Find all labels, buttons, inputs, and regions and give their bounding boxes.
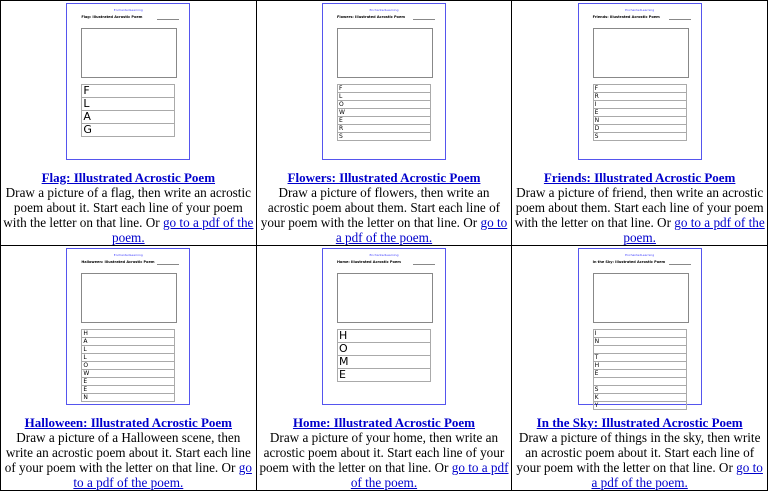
thumb-site-logo: EnchantedLearning [369, 253, 399, 257]
thumb-line: L [337, 93, 431, 101]
thumb-site-logo: EnchantedLearning [113, 8, 143, 12]
thumb-line: G [81, 124, 175, 137]
poem-title-link[interactable]: Home: Illustrated Acrostic Poem [292, 415, 476, 430]
thumb-line: L [81, 98, 175, 111]
thumb-line: K [593, 394, 687, 402]
poem-title-link[interactable]: In the Sky: Illustrated Acrostic Poem [536, 415, 743, 430]
thumb-line: W [81, 370, 175, 378]
thumb-line: A [81, 111, 175, 124]
poem-thumbnail[interactable] [322, 248, 446, 405]
thumb-line: D [593, 125, 687, 133]
poem-thumbnail[interactable] [66, 248, 190, 405]
thumb-line: E [593, 370, 687, 378]
thumb-line [593, 346, 687, 354]
poem-description: Draw a picture of flowers, then write an acrostic poem about them. Start each line of your poem with the letter on that line. Or [260, 185, 501, 230]
poem-cell [512, 1, 768, 246]
poem-title-link[interactable]: Friends: Illustrated Acrostic Poem [543, 170, 736, 185]
pdf-link[interactable]: go to a pdf of the poem. [73, 460, 252, 490]
thumb-name-line [157, 262, 179, 265]
thumb-line: A [81, 338, 175, 346]
thumb-title: Halloween: Illustrated Acrostic Poem [81, 260, 155, 264]
thumb-line: R [593, 93, 687, 101]
thumb-line: E [337, 117, 431, 125]
pdf-link[interactable]: go to a pdf of the poem. [591, 460, 763, 490]
thumb-line: E [81, 386, 175, 394]
poem-cell [512, 246, 768, 491]
poem-thumbnail[interactable] [578, 248, 702, 409]
thumb-name-line [157, 17, 179, 20]
poem-title-link[interactable]: Flag: Illustrated Acrostic Poem [41, 170, 216, 185]
poem-cell [1, 1, 257, 246]
thumb-line: S [337, 133, 431, 141]
thumb-line: I [593, 101, 687, 109]
thumb-name-line [669, 17, 691, 20]
thumb-title: Flag: Illustrated Acrostic Poem [81, 15, 143, 19]
thumb-line: E [337, 369, 431, 382]
pdf-link[interactable]: go to a pdf of the poem. [623, 215, 765, 245]
thumb-line: Y [593, 402, 687, 410]
thumb-picture-box [81, 273, 177, 323]
poem-description: Draw a picture of friend, then write an acrostic poem about them. Start each line of your poem with the letter on that line. Or [514, 185, 764, 230]
thumb-line: H [593, 362, 687, 370]
thumb-line: E [593, 109, 687, 117]
thumb-line: S [593, 386, 687, 394]
poem-cell [256, 1, 512, 246]
thumb-name-line [669, 262, 691, 265]
thumb-site-logo: EnchantedLearning [369, 8, 399, 12]
thumb-letter-lines [337, 329, 431, 382]
thumb-title: Friends: Illustrated Acrostic Poem [592, 15, 660, 19]
poem-title-link[interactable]: Halloween: Illustrated Acrostic Poem [24, 415, 232, 430]
thumb-line: N [81, 394, 175, 402]
thumb-title: Flowers: Illustrated Acrostic Poem [336, 15, 405, 19]
thumb-line: F [81, 84, 175, 98]
poem-cell [256, 246, 512, 491]
thumb-site-logo: EnchantedLearning [113, 253, 143, 257]
poem-thumbnail[interactable] [66, 3, 190, 160]
poem-description: Draw a picture of your home, then write an acrostic poem about it. Start each line of your poem with the letter on that line. Or [259, 430, 505, 475]
poem-cell [1, 246, 257, 491]
thumb-line: L [81, 346, 175, 354]
thumb-title: Home: Illustrated Acrostic Poem [336, 260, 401, 264]
poem-description: Draw a picture of a flag, then write an acrostic poem about it. Start each line of your poem with the letter on that line. Or [3, 185, 251, 230]
thumb-picture-box [593, 28, 689, 78]
thumb-line: O [337, 101, 431, 109]
thumb-letter-lines [593, 84, 687, 141]
thumb-line: L [81, 354, 175, 362]
pdf-link[interactable]: go to a pdf of the poem. [112, 215, 254, 245]
thumb-letter-lines [81, 329, 175, 402]
thumb-line: N [593, 338, 687, 346]
pdf-link[interactable]: go to a pdf of the poem. [350, 460, 509, 490]
thumb-line: O [337, 343, 431, 356]
thumb-picture-box [81, 28, 177, 78]
poem-description: Draw a picture of a Halloween scene, then write an acrostic poem about it. Start each line of your poem with the letter on that line. Or [4, 430, 251, 475]
thumb-line: M [337, 356, 431, 369]
poem-thumbnail[interactable] [322, 3, 446, 160]
thumb-picture-box [337, 273, 433, 323]
thumb-line: O [81, 362, 175, 370]
poem-description: Draw a picture of things in the sky, then write an acrostic poem about it. Start each line of your poem with the letter on that line. Or [516, 430, 761, 475]
poem-title-link[interactable]: Flowers: Illustrated Acrostic Poem [287, 170, 481, 185]
thumb-name-line [413, 17, 435, 20]
thumb-picture-box [337, 28, 433, 78]
thumb-site-logo: EnchantedLearning [625, 8, 655, 12]
poem-thumbnail[interactable] [578, 3, 702, 160]
thumb-line: I [593, 329, 687, 338]
thumb-letter-lines [337, 84, 431, 141]
thumb-line: E [81, 378, 175, 386]
thumb-line: W [337, 109, 431, 117]
thumb-letter-lines [593, 329, 687, 410]
thumb-line: H [337, 329, 431, 343]
thumb-line: N [593, 117, 687, 125]
thumb-site-logo: EnchantedLearning [625, 253, 655, 257]
thumb-name-line [413, 262, 435, 265]
thumb-letter-lines [81, 84, 175, 137]
thumb-line: T [593, 354, 687, 362]
thumb-line: F [337, 84, 431, 93]
thumb-title: In the Sky: Illustrated Acrostic Poem [592, 260, 666, 264]
thumb-picture-box [593, 273, 689, 323]
thumb-line: F [593, 84, 687, 93]
thumb-line: R [337, 125, 431, 133]
thumb-line: H [81, 329, 175, 338]
thumb-line: S [593, 133, 687, 141]
pdf-link[interactable]: go to a pdf of the poem. [335, 215, 508, 245]
thumb-line [593, 378, 687, 386]
